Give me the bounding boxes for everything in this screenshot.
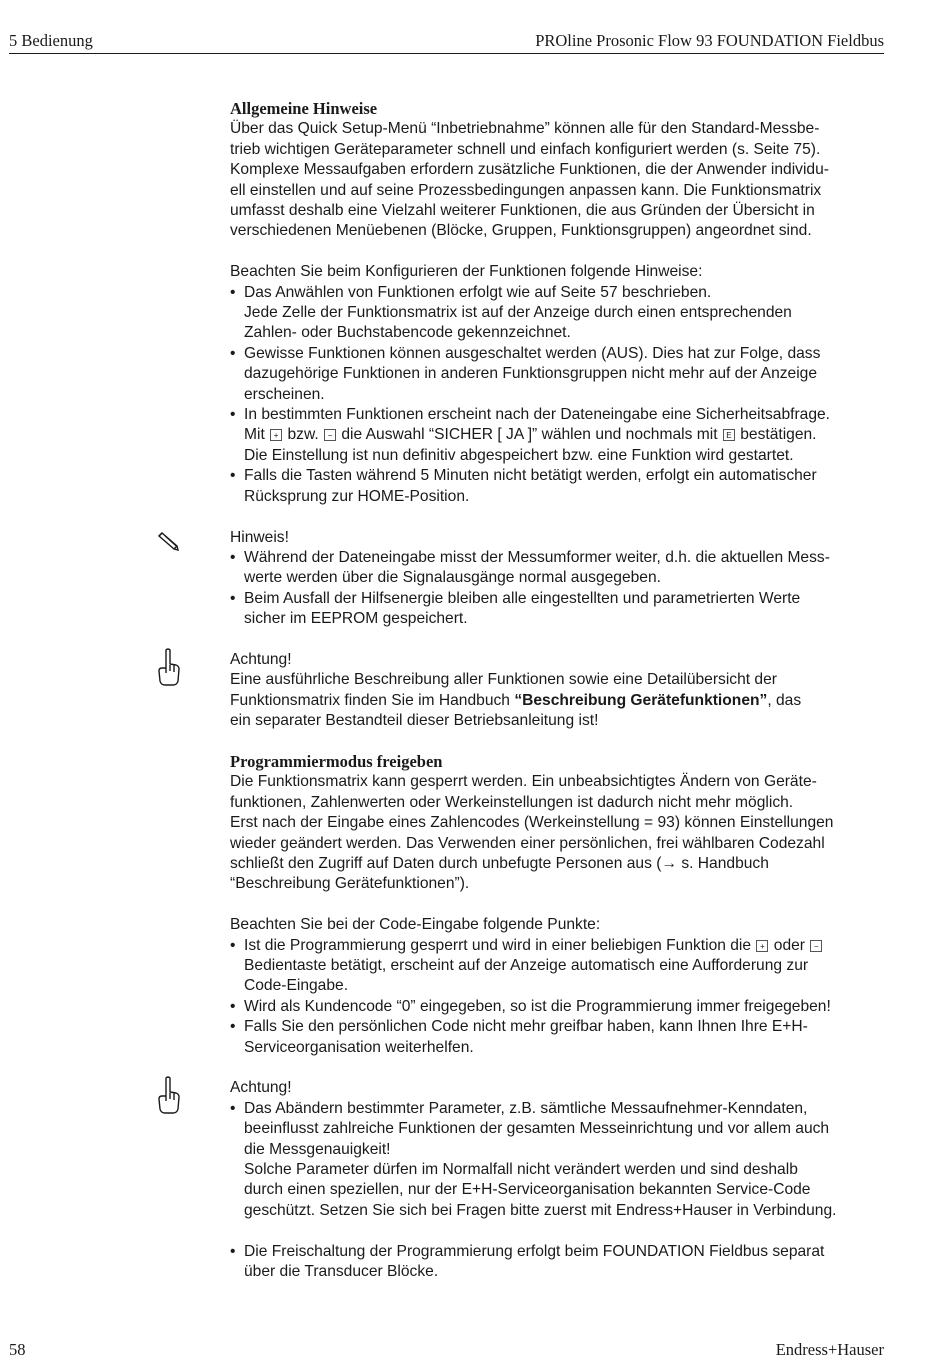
paragraph-line: trieb wichtigen Geräteparameter schnell und einfach konfiguriert werden (s. Seite 75). — [230, 140, 821, 158]
list-item-line: geschützt. Setzen Sie sich bei Fragen bitte zuerst mit Endress+Hauser in Verbindung. — [244, 1201, 837, 1219]
manual-title: “Beschreibung Gerätefunktionen” — [514, 691, 768, 709]
list-item-line: durch einen speziellen, nur der E+H-Serviceorganisation bekannten Service-Code — [244, 1181, 811, 1199]
plus-key-icon: + — [270, 429, 282, 441]
list-item — [230, 548, 890, 589]
paragraph-line: schließt den Zugriff auf Daten durch unbefugte Personen aus (→ s. Handbuch — [230, 854, 769, 872]
caution-label: Achtung! — [230, 1079, 292, 1097]
text-run: , das — [767, 691, 802, 709]
list-item — [230, 936, 890, 997]
list-item — [230, 344, 890, 405]
list-item-line: Bedientaste betätigt, erscheint auf der Anzeige automatisch eine Aufforderung zur — [244, 956, 809, 974]
section-heading: Programmiermodus freigeben — [230, 751, 443, 771]
text-run: bestätigen. — [740, 426, 817, 444]
list-item-line: Zahlen- oder Buchstabencode gekennzeichnet. — [244, 324, 571, 342]
list-item — [230, 466, 890, 507]
plus-key-icon: + — [756, 940, 768, 952]
list-item-line: • Falls die Tasten während 5 Minuten nicht betätigt werden, erfolgt ein automatischer — [244, 467, 817, 485]
list-item-line: beeinflusst zahlreiche Funktionen der gesamten Messeinrichtung und vor allem auch — [244, 1120, 830, 1138]
paragraph-line: Erst nach der Eingabe eines Zahlencodes (Werkeinstellung = 93) können Einstellungen — [230, 814, 834, 832]
paragraph-line: ein separater Bestandteil dieser Betriebsanleitung ist! — [230, 712, 599, 730]
paragraph-line: funktionen, Zahlenwerten oder Werkeinstellungen ist dadurch nicht mehr möglich. — [230, 793, 794, 811]
list-item — [230, 405, 890, 466]
text-run: Funktionsmatrix finden Sie im Handbuch — [230, 691, 510, 709]
list-item-line: Code-Eingabe. — [244, 977, 349, 995]
list-item-line: Jede Zelle der Funktionsmatrix ist auf der Anzeige durch einen entsprechenden — [244, 304, 792, 322]
list-item-line: Serviceorganisation weiterhelfen. — [244, 1038, 474, 1056]
list-item-line: über die Transducer Blöcke. — [244, 1263, 439, 1281]
paragraph-line — [230, 691, 890, 711]
paragraph-line: Über das Quick Setup-Menü “Inbetriebnahme” können alle für den Standard-Messbe- — [230, 120, 820, 138]
product-title: PROline Prosonic Flow 93 FOUNDATION Fieldbus — [535, 31, 884, 50]
list-item-line: dazugehörige Funktionen in anderen Funktionsgruppen nicht mehr auf der Anzeige — [244, 365, 818, 383]
brand-logo: Endress+Hauser — [775, 1340, 884, 1359]
paragraph-line: Beachten Sie bei der Code-Eingabe folgende Punkte: — [230, 916, 601, 934]
paragraph-line: Beachten Sie beim Konfigurieren der Funktionen folgende Hinweise: — [230, 263, 703, 281]
text-run: bzw. — [287, 426, 319, 444]
list-item — [230, 283, 890, 344]
paragraph-line: ell einstellen und auf seine Prozessbedingungen anpassen kann. Die Funktionsmatrix — [230, 181, 822, 199]
list-item-line: erscheinen. — [244, 385, 325, 403]
paragraph-line: Komplexe Messaufgaben erfordern zusätzliche Funktionen, die der Anwender individu- — [230, 161, 829, 179]
list-item-line: Solche Parameter dürfen im Normalfall nicht verändert werden und sind deshalb — [244, 1161, 798, 1179]
list-item-line: werte werden über die Signalausgänge normal ausgegeben. — [244, 569, 661, 587]
list-item-line: • Gewisse Funktionen können ausgeschaltet werden (AUS). Dies hat zur Folge, dass — [244, 344, 821, 362]
pointing-hand-icon — [156, 1075, 182, 1115]
page-content — [230, 99, 890, 1282]
minus-key-icon: − — [324, 429, 336, 441]
page-footer — [9, 1340, 884, 1362]
paragraph-line: Die Funktionsmatrix kann gesperrt werden. Ein unbeabsichtigtes Ändern von Geräte- — [230, 773, 817, 791]
list-item — [230, 997, 890, 1017]
list-item-line: • Das Abändern bestimmter Parameter, z.B. sämtliche Messaufnehmer-Kenndaten, — [244, 1099, 808, 1117]
list-item — [230, 1242, 890, 1283]
list-item-line: Rücksprung zur HOME-Position. — [244, 487, 470, 505]
page-number: 58 — [9, 1340, 26, 1359]
list-item-line — [244, 936, 890, 956]
list-item-line: sicher im EEPROM gespeichert. — [244, 610, 468, 628]
list-item — [230, 1099, 890, 1221]
paragraph-line: verschiedenen Menüebenen (Blöcke, Gruppen, Funktionsgruppen) angeordnet sind. — [230, 222, 812, 240]
list-item-line: • Während der Dateneingabe misst der Messumformer weiter, d.h. die aktuellen Mess- — [244, 548, 830, 566]
text-run: Mit — [244, 426, 265, 444]
list-item-line: • Wird als Kundencode “0” eingegeben, so ist die Programmierung immer freigegeben! — [244, 997, 831, 1015]
list-item — [230, 589, 890, 630]
paragraph-line: wieder geändert werden. Das Verwenden einer persönlichen, frei wählbaren Codezahl — [230, 834, 825, 852]
text-run: die Auswahl “SICHER [ JA ]” wählen und nochmals mit — [341, 426, 718, 444]
paragraph-line: umfasst deshalb eine Vielzahl weiterer Funktionen, die aus Gründen der Übersicht in — [230, 202, 815, 220]
list-item-line: • Das Anwählen von Funktionen erfolgt wie auf Seite 57 beschrieben. — [244, 283, 712, 301]
caution-label: Achtung! — [230, 650, 292, 668]
enter-key-icon: E — [723, 429, 735, 441]
paragraph-line: Eine ausführliche Beschreibung aller Funktionen sowie eine Detailübersicht der — [230, 671, 777, 689]
paragraph-line: “Beschreibung Gerätefunktionen”). — [230, 875, 470, 893]
pencil-icon — [156, 530, 182, 554]
list-item-line: die Messgenauigkeit! — [244, 1140, 391, 1158]
list-item-line — [244, 425, 890, 445]
text-run: oder — [773, 936, 805, 954]
list-item-line: • Die Freischaltung der Programmierung erfolgt beim FOUNDATION Fieldbus separat — [244, 1242, 825, 1260]
chapter-title: 5 Bedienung — [9, 31, 93, 50]
minus-key-icon: − — [810, 940, 822, 952]
page-header — [9, 31, 884, 54]
list-item-line: • Falls Sie den persönlichen Code nicht mehr greifbar haben, kann Ihnen Ihre E+H- — [244, 1018, 808, 1036]
section-heading: Allgemeine Hinweise — [230, 99, 378, 118]
list-item-line: • In bestimmten Funktionen erscheint nach der Dateneingabe eine Sicherheitsabfrage. — [244, 406, 830, 424]
list-item-line: • Beim Ausfall der Hilfsenergie bleiben alle eingestellten und parametrierten Werte — [244, 589, 801, 607]
list-item — [230, 1017, 890, 1058]
pointing-hand-icon — [156, 647, 182, 687]
text-run: Ist die Programmierung gesperrt und wird in einer beliebigen Funktion die — [244, 936, 752, 954]
list-item-line: Die Einstellung ist nun definitiv abgespeichert bzw. eine Funktion wird gestartet. — [244, 446, 794, 464]
note-label: Hinweis! — [230, 528, 289, 546]
